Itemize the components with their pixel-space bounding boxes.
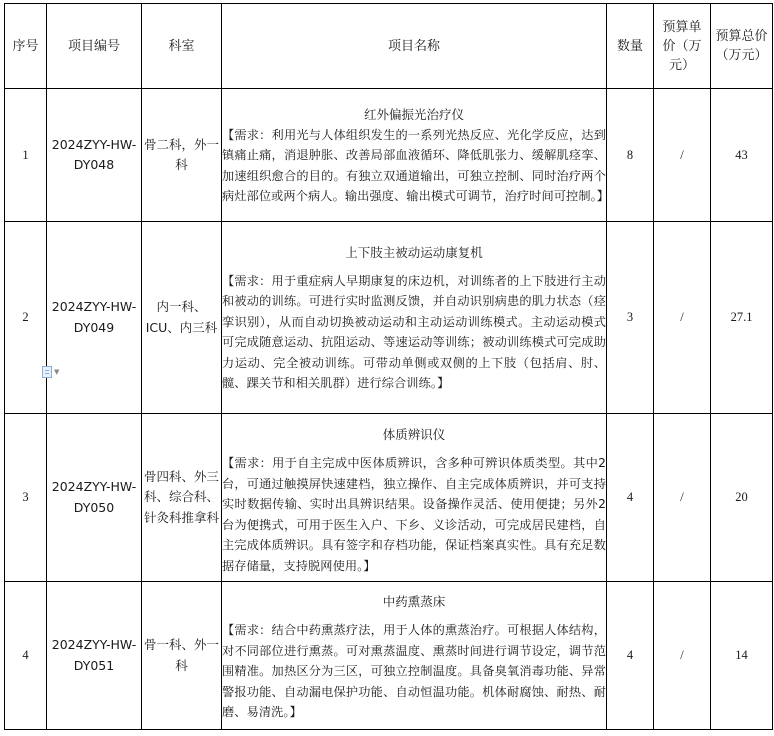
cell-dept: 骨四科、外三科、综合科、针灸科推拿科 — [142, 414, 222, 582]
item-requirement: 【需求：用于自主完成中医体质辨识，含多种可辨识体质类型。其中2台，可通过触摸屏快速建档，独立操作、自主完成体质辨识，并可支持实时数据传输、实时出具辨识结果。设备操作灵活、使用便捷；另外2台为便携式，可用于医生入户、下乡、义诊活动，可完成居民建档，自主完成体质辨识。具有签字和存档功能，保证档案真实性。具有充足数据存储量，支持脱网使用。】 — [222, 456, 606, 573]
item-title: 上下肢主被动运动康复机 — [345, 244, 483, 260]
cell-total: 14 — [711, 582, 773, 730]
item-title: 体质辨识仪 — [382, 427, 446, 442]
procurement-table — [4, 3, 773, 730]
cell-description — [222, 414, 607, 582]
header-total: 预算总价（万元） — [711, 4, 773, 89]
cell-description — [222, 582, 607, 730]
item-title: 中药熏蒸床 — [382, 594, 446, 610]
cell-code: 2024ZYY-HW-DY051 — [47, 582, 142, 730]
header-name: 项目名称 — [222, 4, 607, 89]
cell-code: 2024ZYY-HW-DY048 — [47, 89, 142, 222]
cell-unit-price: / — [654, 89, 711, 222]
cell-dept: 骨二科，外一科 — [142, 89, 222, 222]
cell-total: 20 — [711, 414, 773, 582]
cell-seq: 1 — [5, 89, 47, 222]
cell-seq: 4 — [5, 582, 47, 730]
cell-qty: 4 — [607, 582, 654, 730]
header-code: 项目编号 — [47, 4, 142, 89]
cell-code: 2024ZYY-HW-DY049 — [47, 222, 142, 414]
table-row — [5, 414, 773, 582]
page-glyph — [42, 366, 52, 378]
cell-qty: 3 — [607, 222, 654, 414]
header-qty: 数量 — [607, 4, 654, 89]
item-requirement: 【需求：结合中药熏蒸疗法，用于人体的熏蒸治疗。可根据人体结构，对不同部位进行熏蒸。可对熏蒸温度、熏蒸时间进行调节设定，调节范围精准。加热区分为三区，可独立控制温度。具备臭氧消毒功能、异常警报功能、自动漏电保护功能、自动恒温功能。机体耐腐蚀、耐热、耐磨、易清洗。】 — [222, 623, 606, 720]
item-requirement: 【需求：利用光与人体组织发生的一系列光热反应、光化学反应，达到镇痛止痛，消退肿胀、改善局部血液循环、降低肌张力、缓解肌痉挛、加速组织愈合的目的。有独立双通道输出，可独立控制、同时治疗两个病灶部位或两个病人。输出强度、输出模式可调节，治疗时间可控制。】 — [222, 127, 610, 203]
cell-description — [222, 89, 610, 222]
cell-seq: 2 — [5, 222, 47, 414]
table-row — [5, 222, 773, 414]
cell-unit-price: / — [654, 582, 711, 730]
header-dept: 科室 — [142, 4, 222, 89]
cell-dept: 骨一科、外一科 — [142, 582, 222, 730]
header-unit-price: 预算单价（万元） — [654, 4, 711, 89]
document-paste-icon[interactable] — [42, 366, 66, 378]
header-seq: 序号 — [5, 4, 47, 89]
cell-unit-price: / — [654, 222, 711, 414]
table-row — [5, 89, 773, 222]
cell-code: 2024ZYY-HW-DY050 — [47, 414, 142, 582]
cell-dept: 内一科、ICU、内三科 — [142, 222, 222, 414]
table-row — [5, 582, 773, 730]
cell-unit-price: / — [654, 414, 711, 582]
chevron-down-icon: ▼ — [54, 368, 60, 376]
table-header-row — [5, 4, 773, 89]
cell-total: 27.1 — [711, 222, 773, 414]
item-title: 红外偏振光治疗仪 — [363, 106, 464, 122]
item-requirement: 【需求：用于重症病人早期康复的床边机，对训练者的上下肢进行主动和被动的训练。可进行实时监测反馈，并自动识别病患的肌力状态（痉挛识别），从而自动切换被动运动和主动运动训练模式。主动运动模式可完成随意运动、抗阻运动、等速运动等训练；被动训练模式可完成助力运动、完全被动训练。可带动单侧或双侧的上下肢（包括肩、肘、髋、踝关节和相关肌群）进行综合训练。】 — [222, 273, 606, 390]
cell-qty: 4 — [607, 414, 654, 582]
cell-qty: 8 — [607, 89, 654, 222]
cell-seq: 3 — [5, 414, 47, 582]
cell-total: 43 — [711, 89, 773, 222]
cell-description — [222, 222, 607, 414]
